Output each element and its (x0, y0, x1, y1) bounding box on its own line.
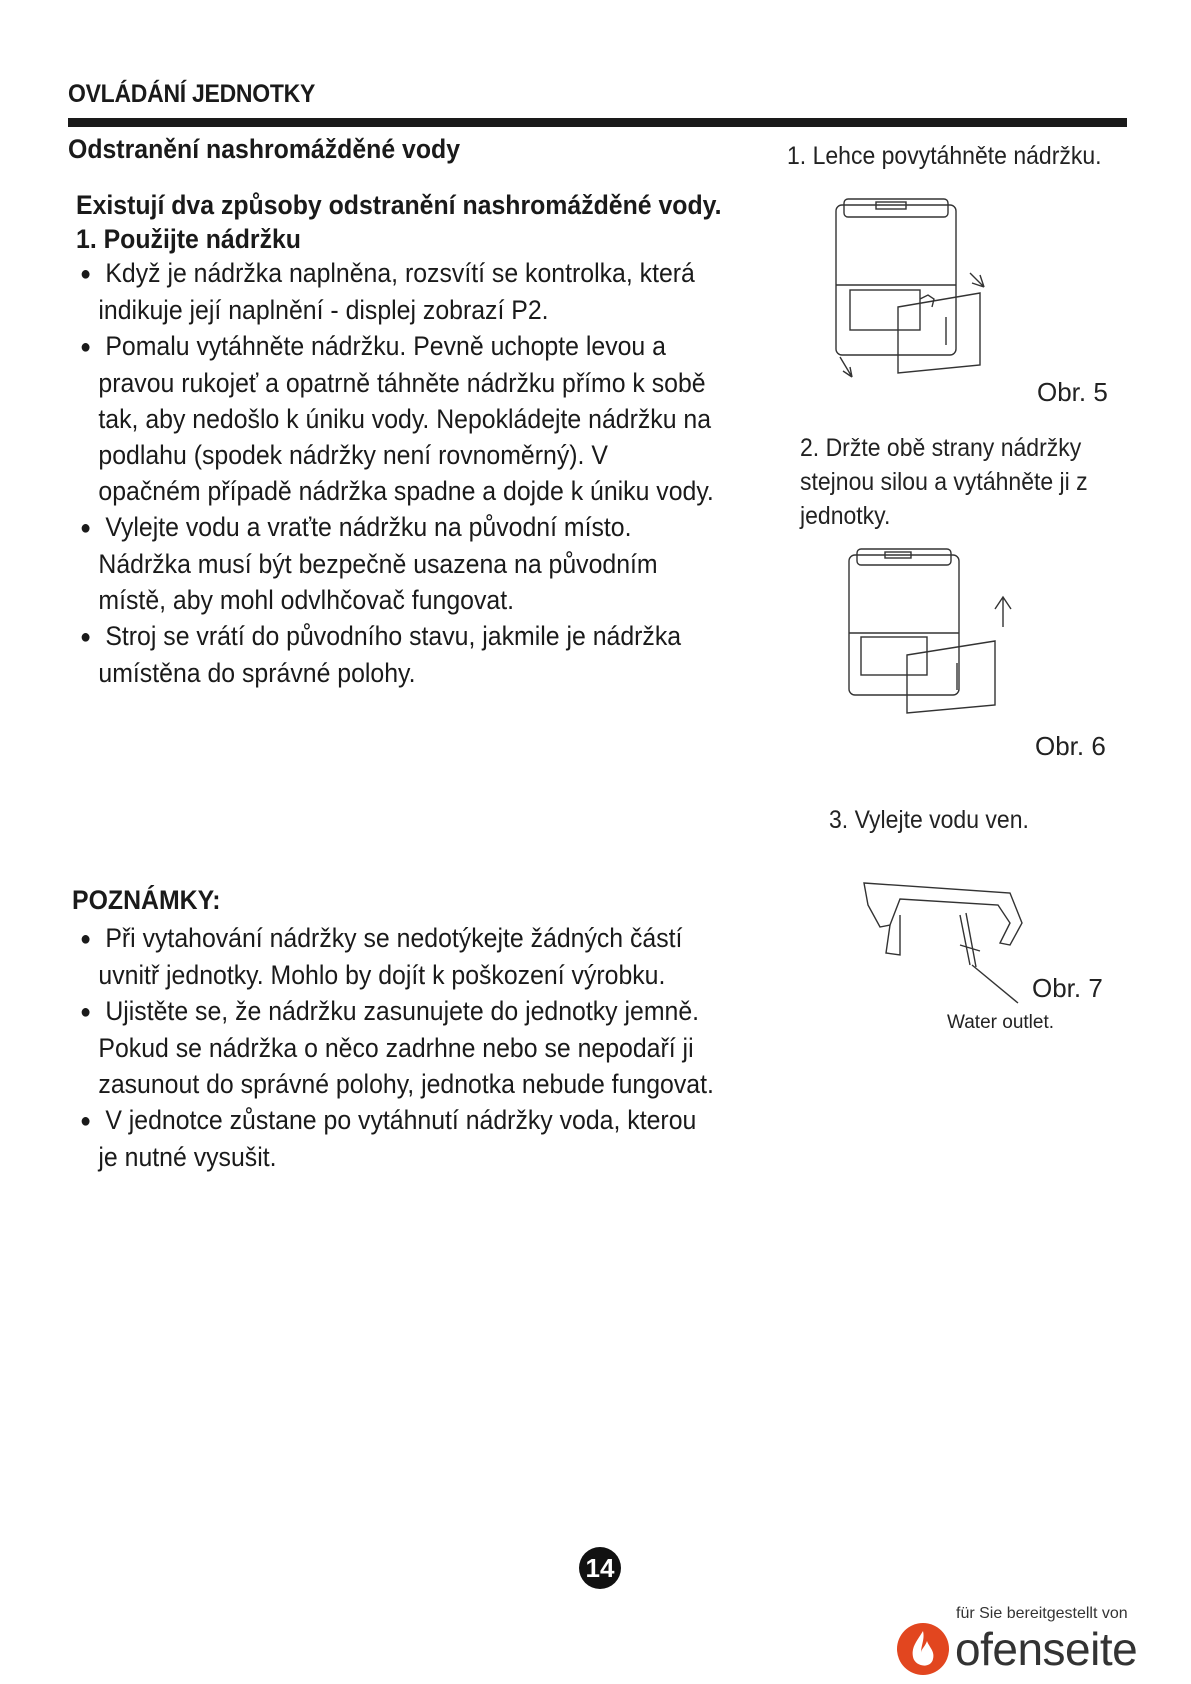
method-title: 1. Použijte nádržku (76, 224, 301, 254)
page-subtitle: Odstranění nashromážděné vody (68, 134, 461, 164)
notes-bullets (80, 920, 715, 1175)
brand-tagline: für Sie bereitgestellt von (956, 1605, 1128, 1622)
header-rule (68, 118, 1127, 127)
step2-text: 2. Držte obě strany nádržky stejnou silou a vytáhněte ji z jednotky. (800, 434, 1088, 530)
fig5-dehumidifier-illustration (820, 195, 1020, 395)
list-item: ● V jednotce zůstane po vytáhnutí nádržky voda, kterou je nutné vysušit. (80, 1105, 697, 1172)
brand-name: ofenseite (955, 1623, 1138, 1675)
bullet-dot: ● (80, 336, 92, 358)
list-item: ● Pomalu vytáhněte nádržku. Pevně uchopte levou a pravou rukojeť a opatrně táhněte nádržku přímo k sobě tak, aby nedošlo k úniku vody. Nepokládejte nádržku na podlahu (spodek nádržky není rovnoměrný). V opačném případě nádržka spadne a dojde k úniku vody. (80, 331, 714, 506)
fig7-tank-illustration (860, 875, 1040, 1015)
list-item: ● Když je nádržka naplněna, rozsvítí se kontrolka, která indikuje její naplnění - displej zobrazí P2. (80, 258, 695, 325)
water-outlet-caption: Water outlet. (947, 1012, 1055, 1033)
bullet-dot: ● (80, 626, 92, 648)
bullet-dot: ● (80, 263, 92, 285)
fig6-dehumidifier-illustration (835, 545, 1035, 725)
list-item: ● Stroj se vrátí do původního stavu, jakmile je nádržka umístěna do správné polohy. (80, 621, 682, 688)
fig5-label: Obr. 5 (1037, 377, 1108, 407)
bullet-dot: ● (80, 517, 92, 539)
bullet-dot: ● (80, 1001, 92, 1023)
bullet-dot: ● (80, 928, 92, 950)
list-item: ● Ujistěte se, že nádržku zasunujete do jednotky jemně. Pokud se nádržka o něco zadrhne nebo se nepodaří ji zasunout do správné polohy, jednotka nebude fungovat. (80, 996, 714, 1099)
step3-text: 3. Vylejte vodu ven. (829, 806, 1029, 834)
fig6-label: Obr. 6 (1035, 731, 1106, 761)
list-item: ● Vylejte vodu a vraťte nádržku na původní místo. Nádržka musí být bezpečně usazena na původním místě, aby mohl odvlhčovač fungovat. (80, 512, 658, 615)
page-number: 14 (579, 1547, 621, 1589)
fig7-label: Obr. 7 (1032, 973, 1103, 1003)
flame-icon (895, 1621, 951, 1677)
intro-text: Existují dva způsoby odstranění nashromážděné vody. (76, 190, 722, 220)
list-item: ● Při vytahování nádržky se nedotýkejte žádných částí uvnitř jednotky. Mohlo by dojít k poškození výrobku. (80, 923, 683, 990)
step1-text: 1. Lehce povytáhněte nádržku. (787, 142, 1102, 170)
bullet-dot: ● (80, 1110, 92, 1132)
section-title: OVLÁDÁNÍ JEDNOTKY (68, 80, 316, 108)
notes-title: POZNÁMKY: (72, 885, 221, 915)
method-bullets (80, 255, 715, 691)
